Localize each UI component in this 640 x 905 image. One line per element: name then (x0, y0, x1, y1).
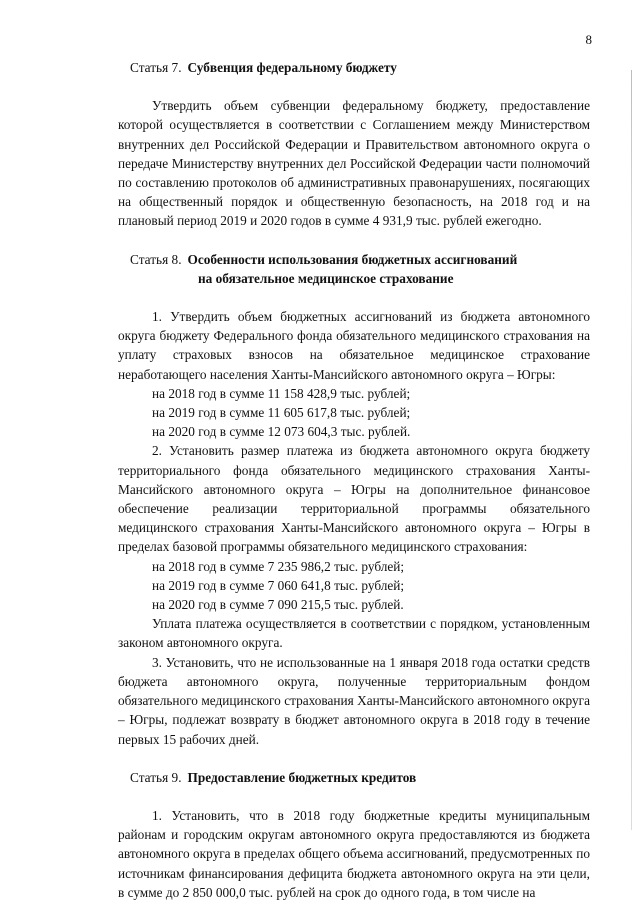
page-number: 8 (585, 32, 592, 47)
article-9-paragraph-1: 1. Установить, что в 2018 году бюджетные кредиты муниципальным районам и городским округам автономного округа предоставляются из бюджета автономного округа в пределах общего объема ассигнований, предусмотренных по источникам финансирования дефицита бюджета автономного округа на эти цели, в сумме до 2 850 000,0 тыс. рублей на срок до одного года, в том числе на (118, 807, 590, 900)
article-8-paragraph-3: 3. Установить, что не использованные на 1 января 2018 года остатки средств бюджета автономного округа, полученные территориальным фондом обязательного медицинского страхования Ханты-Мансийского автономного округа – Югры, подлежат возврату в бюджет автономного округа в 2018 году в течение первых 15 рабочих дней. (118, 654, 590, 747)
article-8-payment-note: Уплата платежа осуществляется в соответствии с порядком, установленным законом автономного округа. (118, 616, 590, 651)
article-number: Статья 7. (130, 60, 182, 75)
article-number: Статья 9. (130, 769, 182, 785)
amount-line: на 2020 год в сумме 12 073 604,3 тыс. рублей. (152, 424, 411, 440)
article-title: Субвенция федеральному бюджету (187, 60, 397, 75)
article-8-paragraph-1: 1. Утвердить объем бюджетных ассигнований из бюджета автономного округа бюджету Федерального фонда обязательного медицинского страхования на уплату страховых взносов на обязательное медицинское страхование неработающего населения Ханты-Мансийского автономного округа – Югры: (118, 309, 590, 382)
amount-line: на 2020 год в сумме 7 090 215,5 тыс. рублей. (152, 597, 404, 613)
article-8-paragraph-2: 2. Установить размер платежа из бюджета автономного округа бюджету территориального фонда обязательного медицинского страхования Ханты-Мансийского автономного округа – Югры на дополнительное финансовое обеспечение реализации территориальной программы обязательного медицинского страхования Ханты-Мансийского автономного округа – Югры в пределах базовой программы обязательного медицинского страхования: (118, 443, 590, 555)
article-title-line2: на обязательное медицинское страхование (198, 270, 454, 286)
article-7-heading (118, 58, 590, 77)
article-8-amounts-2 (118, 557, 590, 615)
article-9-heading (118, 768, 590, 787)
article-number: Статья 8. (130, 251, 182, 267)
article-7-paragraph: Утвердить объем субвенции федеральному бюджету, предоставление которой осуществляется в соответствии с Соглашением между Министерством внутренних дел Российской Федерации и Правительством автономного округа о передаче Министерству внутренних дел Российской Федерации части полномочий по составлению протоколов об административных правонарушениях, посягающих на общественный порядок и общественную безопасность, на 2018 год и на плановый период 2019 и 2020 годов в сумме 4 931,9 тыс. рублей ежегодно. (118, 98, 590, 229)
amount-line: на 2019 год в сумме 7 060 641,8 тыс. рублей; (152, 577, 405, 593)
article-8-heading (118, 250, 590, 288)
scan-edge-line (631, 70, 632, 830)
amount-line: на 2018 год в сумме 11 158 428,9 тыс. рублей; (152, 385, 411, 401)
amount-line: на 2018 год в сумме 7 235 986,2 тыс. рублей; (152, 558, 405, 574)
article-title-line1: Особенности использования бюджетных ассигнований (187, 251, 518, 267)
amount-line: на 2019 год в сумме 11 605 617,8 тыс. рублей; (152, 405, 411, 421)
article-title: Предоставление бюджетных кредитов (187, 769, 417, 785)
article-8-amounts-1 (118, 384, 590, 442)
document-body (118, 58, 590, 902)
